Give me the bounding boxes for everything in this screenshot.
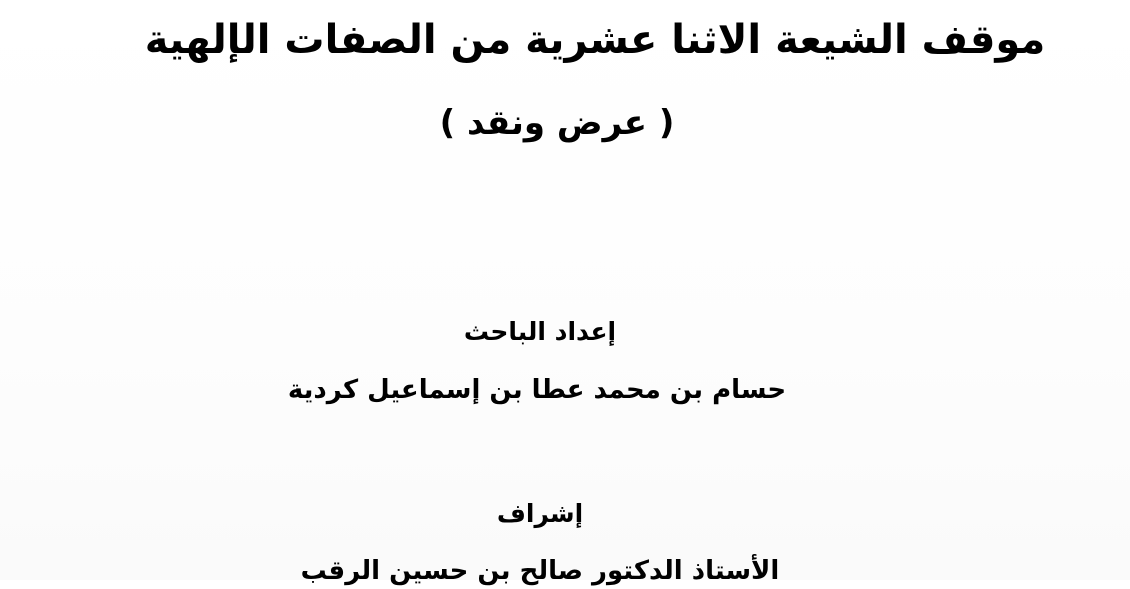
prepared-by-label: إعداد الباحث: [463, 317, 617, 346]
document-subtitle: ( عرض ونقد ): [439, 103, 675, 143]
document-title: موقف الشيعة الاثنا عشرية من الصفات الإلهية: [144, 17, 1046, 63]
author-name: حسام بن محمد عطا بن إسماعيل كردية: [287, 375, 787, 405]
supervisor-name: الأستاذ الدكتور صالح بن حسين الرقب: [300, 556, 780, 586]
supervision-label: إشراف: [496, 499, 584, 528]
